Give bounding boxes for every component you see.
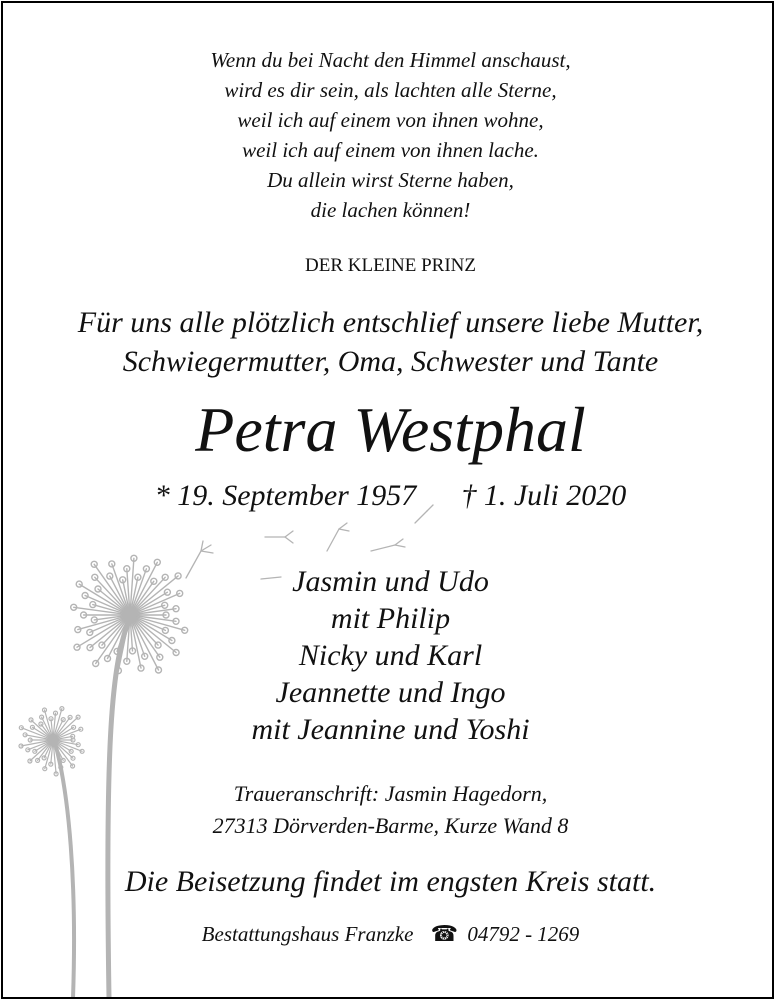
death-date: † 1. Juli 2020 — [461, 479, 627, 512]
poem-line: weil ich auf einem von ihnen wohne, — [237, 108, 544, 132]
announcement-intro-line: Schwiegermutter, Oma, Schwester und Tante — [122, 345, 659, 378]
undertaker-phone: 04792 - 1269 — [467, 922, 580, 946]
birth-date: * 19. September 1957 — [154, 479, 417, 512]
announcement-intro-line: Für uns alle plötzlich entschlief unsere liebe Mutter, — [77, 306, 704, 339]
life-dates — [3, 479, 774, 513]
undertaker-line — [3, 921, 774, 947]
poem-line: Du allein wirst Sterne haben, — [267, 168, 514, 192]
poem-line: Wenn du bei Nacht den Himmel anschaust, — [210, 48, 571, 72]
mourner-line: mit Jeannine und Yoshi — [251, 713, 530, 746]
mourning-address-line: Traueranschrift: Jasmin Hagedorn, — [233, 781, 548, 806]
obituary-notice — [1, 1, 774, 999]
undertaker-name: Bestattungshaus Franzke — [201, 922, 414, 946]
deceased-name: Petra Westphal — [195, 394, 586, 465]
mourner-line: Nicky und Karl — [298, 639, 483, 672]
mourner-line: mit Philip — [330, 602, 451, 635]
telephone-icon: ☎ — [430, 921, 459, 946]
poem-line: weil ich auf einem von ihnen lache. — [242, 138, 539, 162]
poem-attribution: DER KLEINE PRINZ — [305, 255, 476, 276]
poem-line: wird es dir sein, als lachten alle Sterne, — [224, 78, 557, 102]
mourning-address-line: 27313 Dörverden-Barme, Kurze Wand 8 — [212, 813, 569, 838]
mourner-line: Jeannette und Ingo — [275, 676, 506, 709]
mourner-line: Jasmin und Udo — [292, 565, 489, 598]
poem-line: die lachen können! — [310, 198, 471, 222]
funeral-note: Die Beisetzung findet im engsten Kreis statt. — [124, 865, 657, 898]
